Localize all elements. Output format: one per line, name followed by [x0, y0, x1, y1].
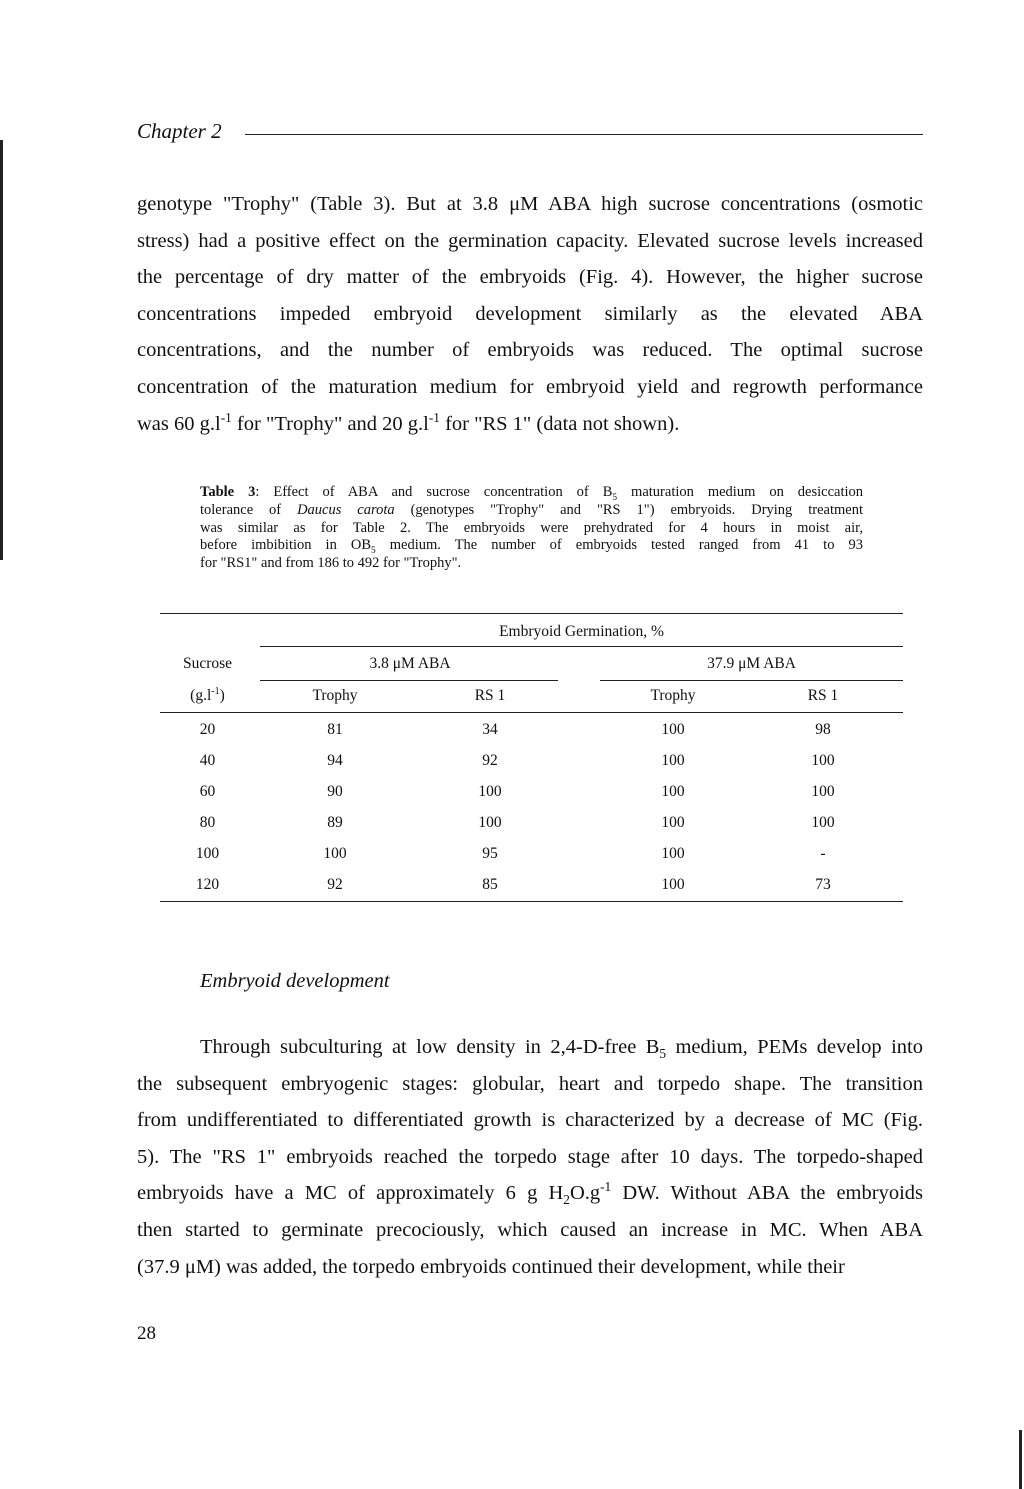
- text-line: (37.9 μM) was added, the torpedo embryoids continued their development, while their: [137, 1255, 845, 1278]
- paragraph-2: [137, 1029, 923, 1285]
- caption-label: Table 3: [200, 484, 256, 500]
- scan-page-edge: [0, 140, 3, 560]
- table-caption: [200, 484, 863, 573]
- sub-header: RS 1: [474, 687, 506, 704]
- text-line: from undifferentiated to differentiated growth is characterized by a decrease of MC (Fig.: [137, 1109, 923, 1132]
- section-subheading: Embryoid development: [200, 970, 390, 992]
- caption-line: before imbibition in $OB_5$ medium. The number of embryoids tested ranged from 41 to 93: [200, 537, 863, 557]
- sub-header: RS 1: [807, 687, 839, 704]
- caption-line: for "RS1" and from 186 to 492 for "Trophy".: [200, 555, 462, 572]
- text-line: Through subculturing at low density in 2,4-D-free $B_5$ medium, PEMs develop into: [200, 1036, 923, 1062]
- paragraph-1: [137, 186, 923, 442]
- group-rule: [260, 646, 903, 647]
- text-line: concentration of the maturation medium for embryoid yield and regrowth performance: [137, 375, 923, 398]
- text-line: embryoids have a MC of approximately 6 g $H_2O.g^{-1}$ DW. Without ABA the embryoids: [137, 1179, 923, 1208]
- germination-table: [160, 613, 903, 905]
- text-line: genotype "Trophy" (Table 3). But at 3.8 μM ABA high sucrose concentrations (osmotic: [137, 193, 923, 215]
- text-line: was 60 $g.l^{-1}$ for "Trophy" and 20 $g.l^{-1}$ for "RS 1" (data not shown).: [137, 409, 680, 435]
- text-line: then started to germinate precociously, which caused an increase in MC. When ABA: [137, 1218, 923, 1241]
- header-rule: [245, 134, 923, 135]
- text-line: concentrations, and the number of embryoids was reduced. The optimal sucrose: [137, 339, 923, 362]
- table-row: 80 89 100 100 100: [199, 814, 835, 831]
- text-line: the percentage of dry matter of the embryoids (Fig. 4). However, the higher sucrose: [137, 266, 923, 289]
- text-line: the subsequent embryogenic stages: globular, heart and torpedo shape. The transition: [137, 1072, 923, 1095]
- col-header-unit: $(g.l^{-1})$: [190, 685, 225, 704]
- col-header-sucrose: Sucrose: [182, 655, 233, 672]
- chapter-title: Chapter 2: [137, 119, 222, 143]
- caption-line: was similar as for Table 2. The embryoids were prehydrated for 4 hours in moist air,: [200, 519, 863, 536]
- table-top-rule: [160, 613, 903, 614]
- sub-header: Trophy: [312, 687, 358, 704]
- scan-page-edge: [1019, 1430, 1022, 1489]
- running-header: [137, 119, 923, 149]
- page-number: 28: [137, 1323, 156, 1344]
- table-row: 40 94 92 100 100: [199, 752, 835, 769]
- subgroup-rule: [260, 680, 558, 681]
- group-header: Embryoid Germination, %: [499, 623, 664, 640]
- table-row: 20 81 34 100 98: [199, 721, 831, 738]
- table-row: 100 100 95 100 -: [195, 845, 826, 862]
- table-row: 60 90 100 100 100: [199, 783, 835, 800]
- subgroup-rule: [600, 680, 903, 681]
- col-header-aba-high: 37.9 μM ABA: [707, 655, 796, 672]
- table-row: 120 92 85 100 73: [195, 876, 831, 893]
- table-bottom-rule: [160, 901, 903, 902]
- caption-line: Table 3: Effect of ABA and sucrose concentration of $B_5$ maturation medium on desiccation: [200, 484, 863, 503]
- text-line: concentrations impeded embryoid development similarly as the elevated ABA: [137, 302, 923, 325]
- caption-line: tolerance of Daucus carota (genotypes "Trophy" and "RS 1") embryoids. Drying treatment: [200, 501, 863, 518]
- header-bottom-rule: [160, 712, 903, 713]
- sub-header: Trophy: [650, 687, 696, 704]
- text-line: 5). The "RS 1" embryoids reached the torpedo stage after 10 days. The torpedo-shaped: [137, 1145, 923, 1168]
- col-header-aba-low: 3.8 μM ABA: [369, 655, 451, 672]
- text-line: stress) had a positive effect on the germination capacity. Elevated sucrose levels increased: [137, 229, 923, 252]
